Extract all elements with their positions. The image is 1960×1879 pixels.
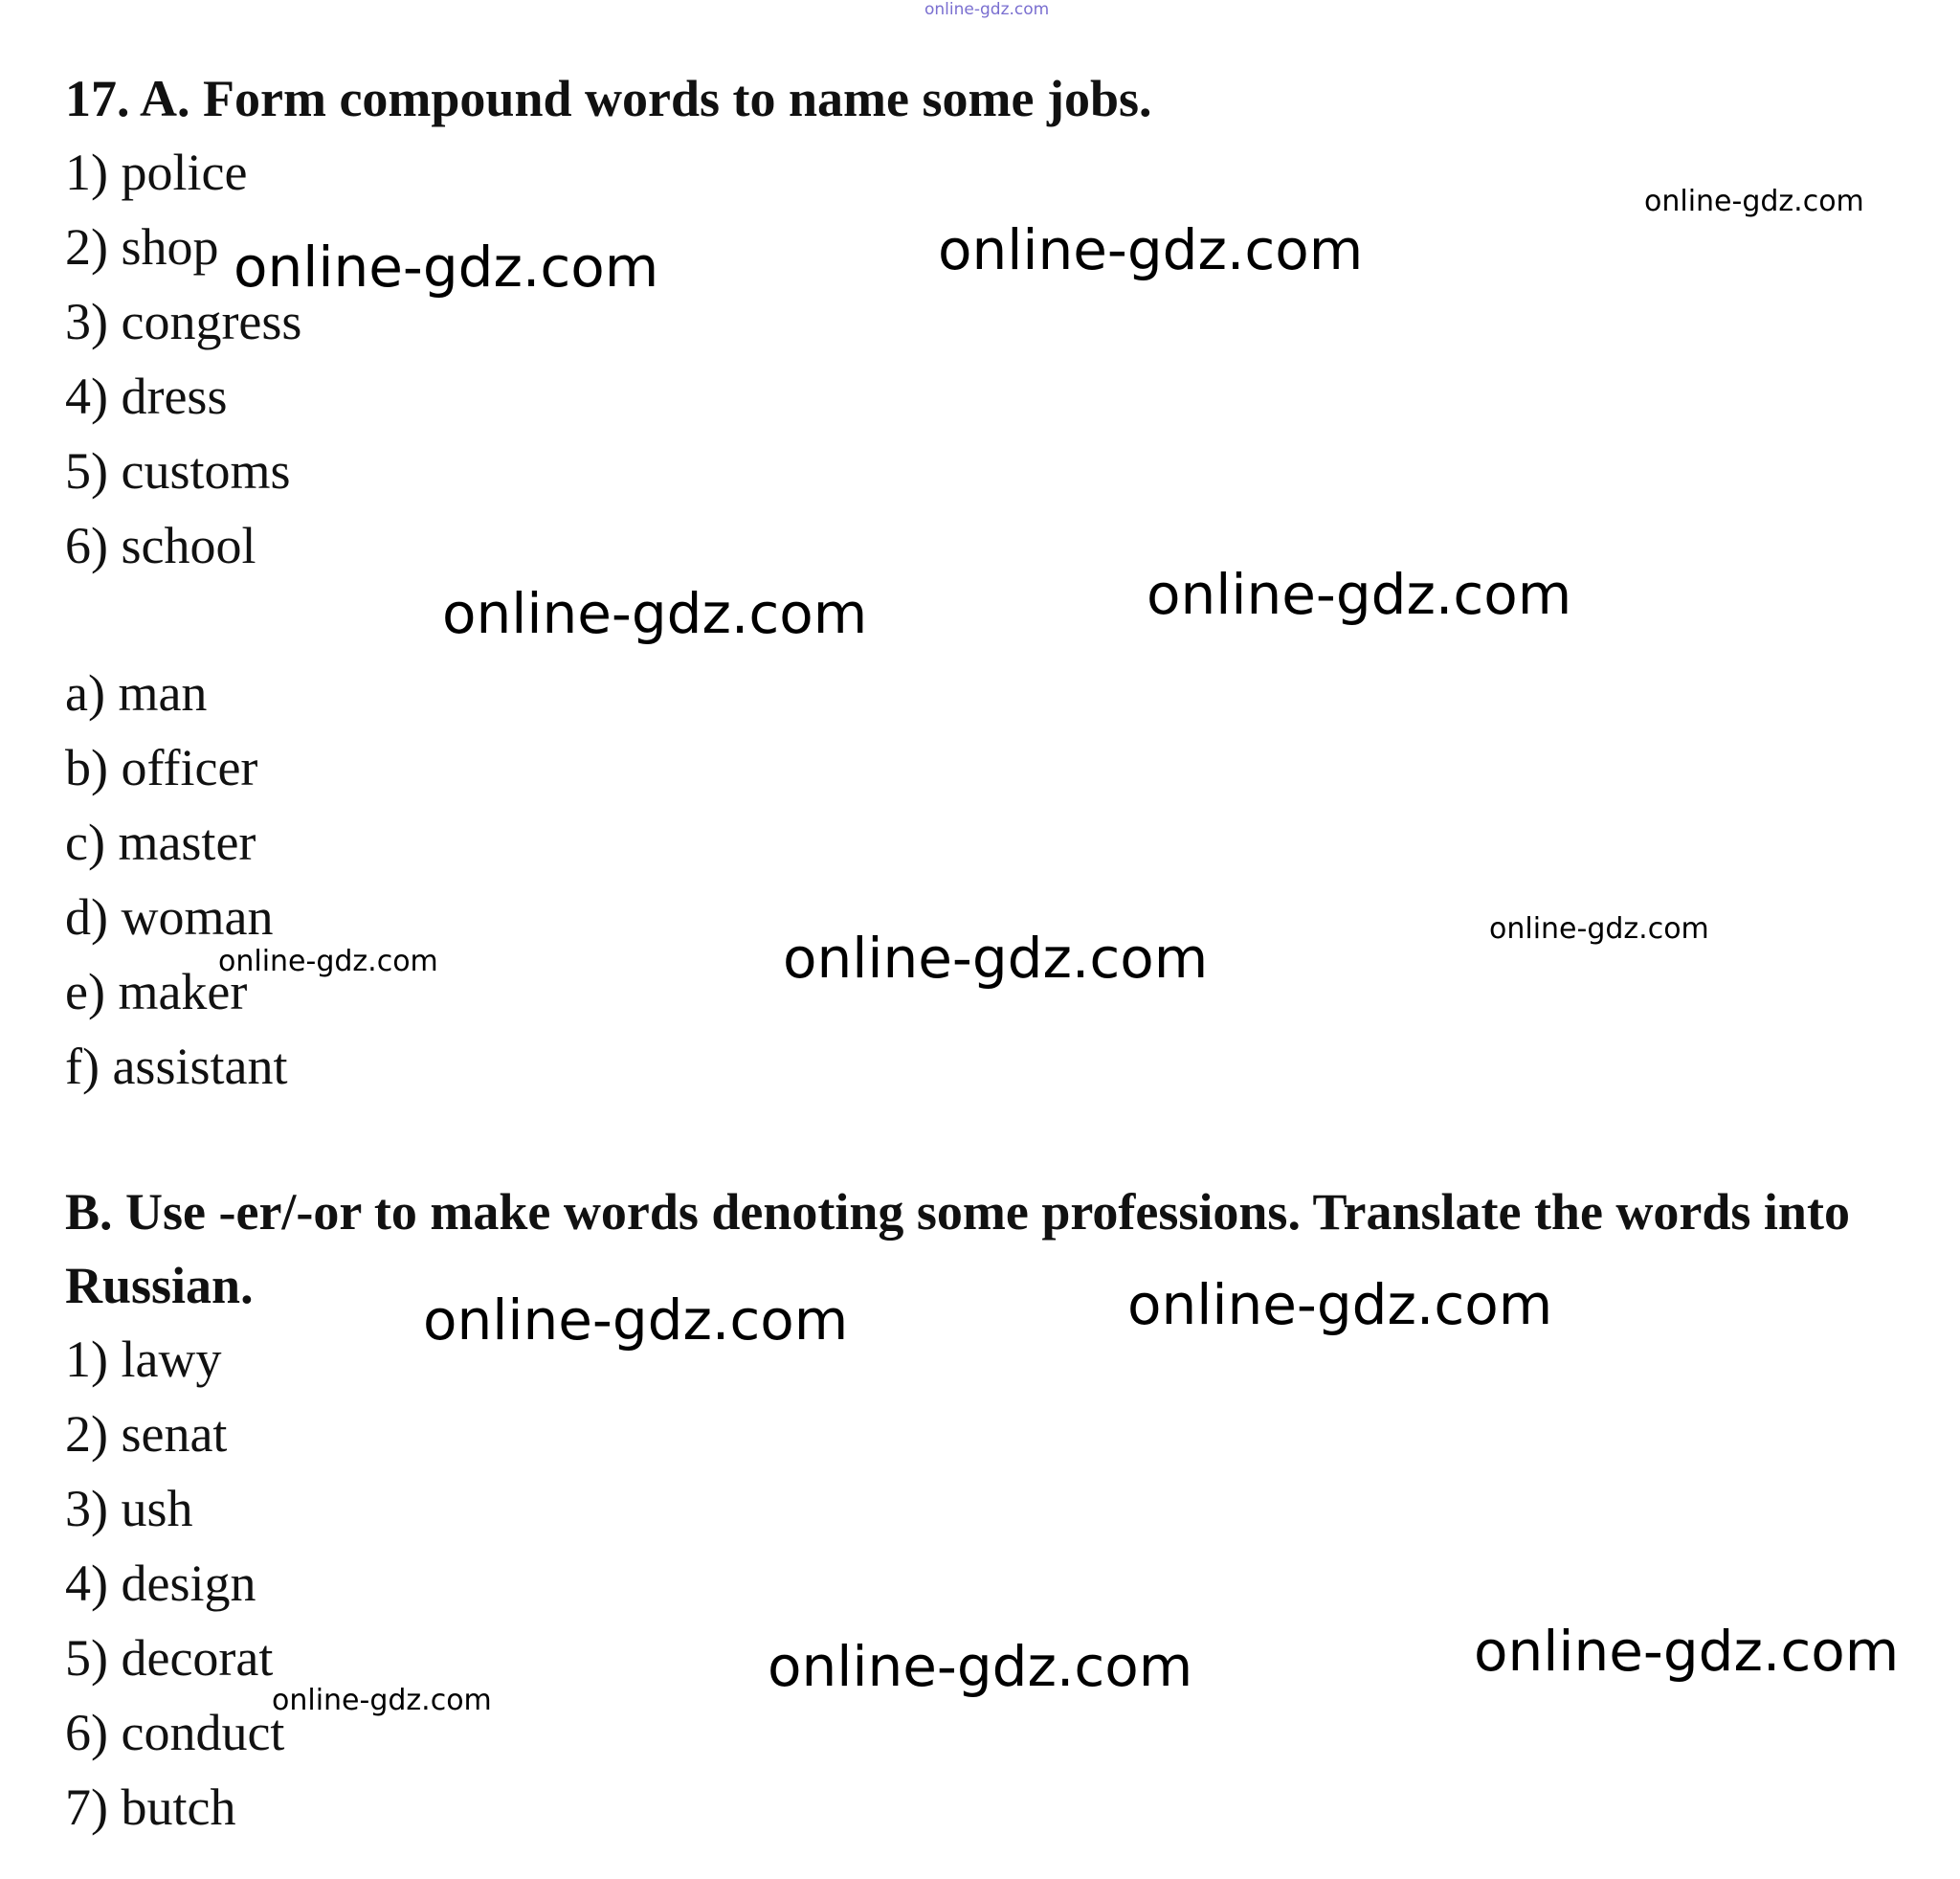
watermark: online-gdz.com bbox=[1127, 1272, 1553, 1337]
first-part-item: 4) dress bbox=[65, 368, 228, 425]
stem-item: 7) butch bbox=[65, 1778, 236, 1836]
first-part-item: 3) congress bbox=[65, 293, 302, 350]
watermark: online-gdz.com bbox=[272, 1684, 492, 1717]
second-part-item: a) man bbox=[65, 664, 208, 722]
watermark: online-gdz.com bbox=[423, 1287, 849, 1353]
watermark: online-gdz.com bbox=[1644, 185, 1864, 218]
stem-item: 3) ush bbox=[65, 1480, 193, 1537]
stem-item: 5) decorat bbox=[65, 1629, 274, 1687]
first-part-item: 6) school bbox=[65, 517, 256, 574]
second-part-item: b) officer bbox=[65, 739, 258, 796]
stem-item: 6) conduct bbox=[65, 1704, 285, 1761]
watermark: online-gdz.com bbox=[1147, 562, 1572, 627]
exercise-b-heading: B. Use -er/-or to make words denoting some professions. Translate the words into Russian. bbox=[65, 1183, 1850, 1314]
stem-item: 4) design bbox=[65, 1555, 256, 1612]
stem-item: 2) senat bbox=[65, 1405, 228, 1463]
watermark-top: online-gdz.com bbox=[924, 0, 1050, 19]
stem-item: 1) lawy bbox=[65, 1331, 222, 1388]
watermark: online-gdz.com bbox=[234, 235, 659, 300]
first-part-item: 5) customs bbox=[65, 442, 291, 500]
watermark: online-gdz.com bbox=[783, 926, 1209, 991]
watermark: online-gdz.com bbox=[442, 581, 868, 646]
second-part-item: c) master bbox=[65, 814, 256, 871]
exercise-a-heading: 17. A. Form compound words to name some jobs. bbox=[65, 70, 1152, 127]
watermark: online-gdz.com bbox=[938, 217, 1364, 282]
watermark: online-gdz.com bbox=[1489, 912, 1709, 946]
first-part-item: 2) shop bbox=[65, 218, 219, 276]
second-part-item: e) maker bbox=[65, 963, 248, 1020]
second-part-item: f) assistant bbox=[65, 1038, 288, 1095]
first-part-item: 1) police bbox=[65, 144, 248, 201]
watermark: online-gdz.com bbox=[768, 1634, 1193, 1699]
watermark: online-gdz.com bbox=[1474, 1619, 1900, 1684]
watermark: online-gdz.com bbox=[218, 945, 438, 978]
second-part-item: d) woman bbox=[65, 888, 274, 946]
